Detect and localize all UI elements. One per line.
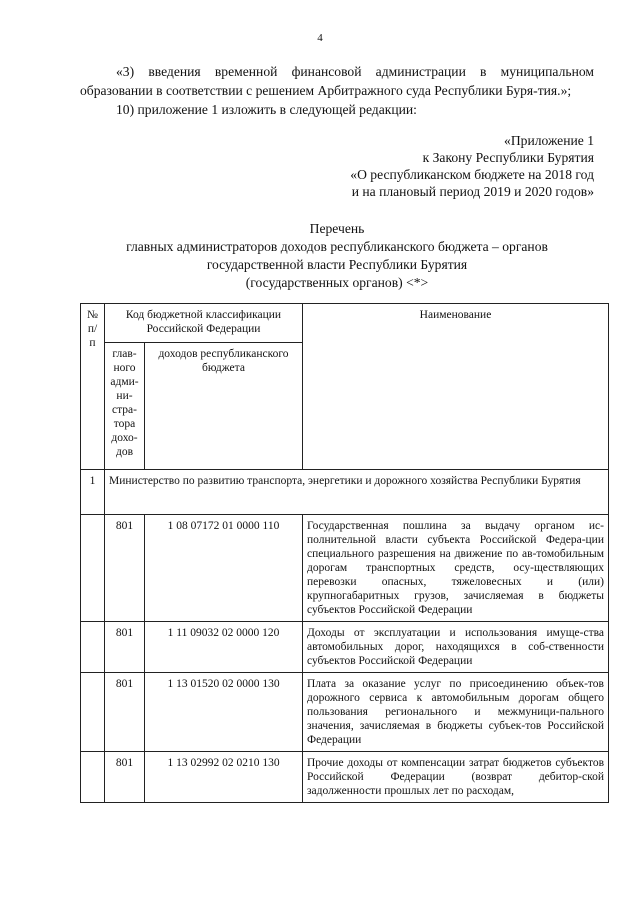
section-title: Министерство по развитию транспорта, энергетики и дорожного хозяйства Республики Бурятия: [105, 470, 609, 515]
row-name: Плата за оказание услуг по присоединению объек-тов дорожного сервиса к автомобильным дорогам общего пользования регионального и межмуници-пального значения, зачисляемая в бюджеты субъек-тов Российской Федерации: [303, 673, 609, 752]
list-title-line-3: государственной власти Республики Бурятия: [206, 257, 468, 272]
table-row: [81, 673, 609, 752]
row-num-cell: [81, 515, 105, 622]
row-income-code: 1 08 07172 01 0000 110: [145, 515, 303, 622]
row-num-cell: [81, 752, 105, 803]
row-name: Государственная пошлина за выдачу органом ис-полнительной власти субъекта Российской Федера-ции специального разрешения на движение по ав-томобильным дорогам транспортных средств, осу-ществляющих перевозки опасных, тяжеловесных и (или) крупногабаритных грузов, зачисляемая в бюджеты субъектов Российской Федерации: [303, 515, 609, 622]
intro-paragraph-1: «3) введения временной финансовой администрации в муниципальном образовании в соответствии с решением Арбитражного суда Республики Буря-тия.»;: [80, 64, 594, 98]
appendix-line-3: «О республиканском бюджете на 2018 год: [350, 167, 594, 182]
row-name: Доходы от эксплуатации и использования имуще-ства автомобильных дорог, находящихся в соб-ственности субъектов Российской Федерации: [303, 622, 609, 673]
page-number: 4: [317, 32, 323, 44]
administrators-table: [80, 303, 609, 803]
row-income-code: 1 13 01520 02 0000 130: [145, 673, 303, 752]
row-admin-code: 801: [105, 673, 145, 752]
intro-paragraph-2: 10) приложение 1 изложить в следующей редакции:: [116, 102, 417, 117]
row-num-cell: [81, 622, 105, 673]
row-name: Прочие доходы от компенсации затрат бюджетов субъектов Российской Федерации (возврат дебитор-ской задолженности прошлых лет по расходам,: [303, 752, 609, 803]
list-title-line-2: главных администраторов доходов республиканского бюджета – органов: [126, 239, 548, 254]
appendix-line-1: «Приложение 1: [504, 133, 594, 148]
header-admin: глав-ного адми-ни-стра-тора дохо-дов: [105, 343, 145, 470]
list-title-line-4: (государственных органов) <*>: [245, 275, 429, 290]
header-num: № п/п: [81, 304, 105, 470]
appendix-heading: [350, 132, 594, 200]
intro-text: [80, 62, 594, 119]
table-row: [81, 752, 609, 803]
header-name: Наименование: [303, 304, 609, 470]
header-income: доходов республиканского бюджета: [145, 343, 303, 470]
row-income-code: 1 11 09032 02 0000 120: [145, 622, 303, 673]
table-row: [81, 622, 609, 673]
table-section-row: [81, 470, 609, 515]
row-admin-code: 801: [105, 515, 145, 622]
appendix-line-4: и на плановый период 2019 и 2020 годов»: [351, 184, 594, 199]
list-title: [80, 220, 594, 292]
section-num: 1: [81, 470, 105, 515]
row-num-cell: [81, 673, 105, 752]
appendix-line-2: к Закону Республики Бурятия: [422, 150, 594, 165]
table-header-row: [81, 304, 609, 343]
table-row: [81, 515, 609, 622]
row-admin-code: 801: [105, 622, 145, 673]
row-admin-code: 801: [105, 752, 145, 803]
list-title-line-1: Перечень: [309, 221, 365, 236]
row-income-code: 1 13 02992 02 0210 130: [145, 752, 303, 803]
header-code: Код бюджетной классификации Российской Федерации: [105, 304, 303, 343]
